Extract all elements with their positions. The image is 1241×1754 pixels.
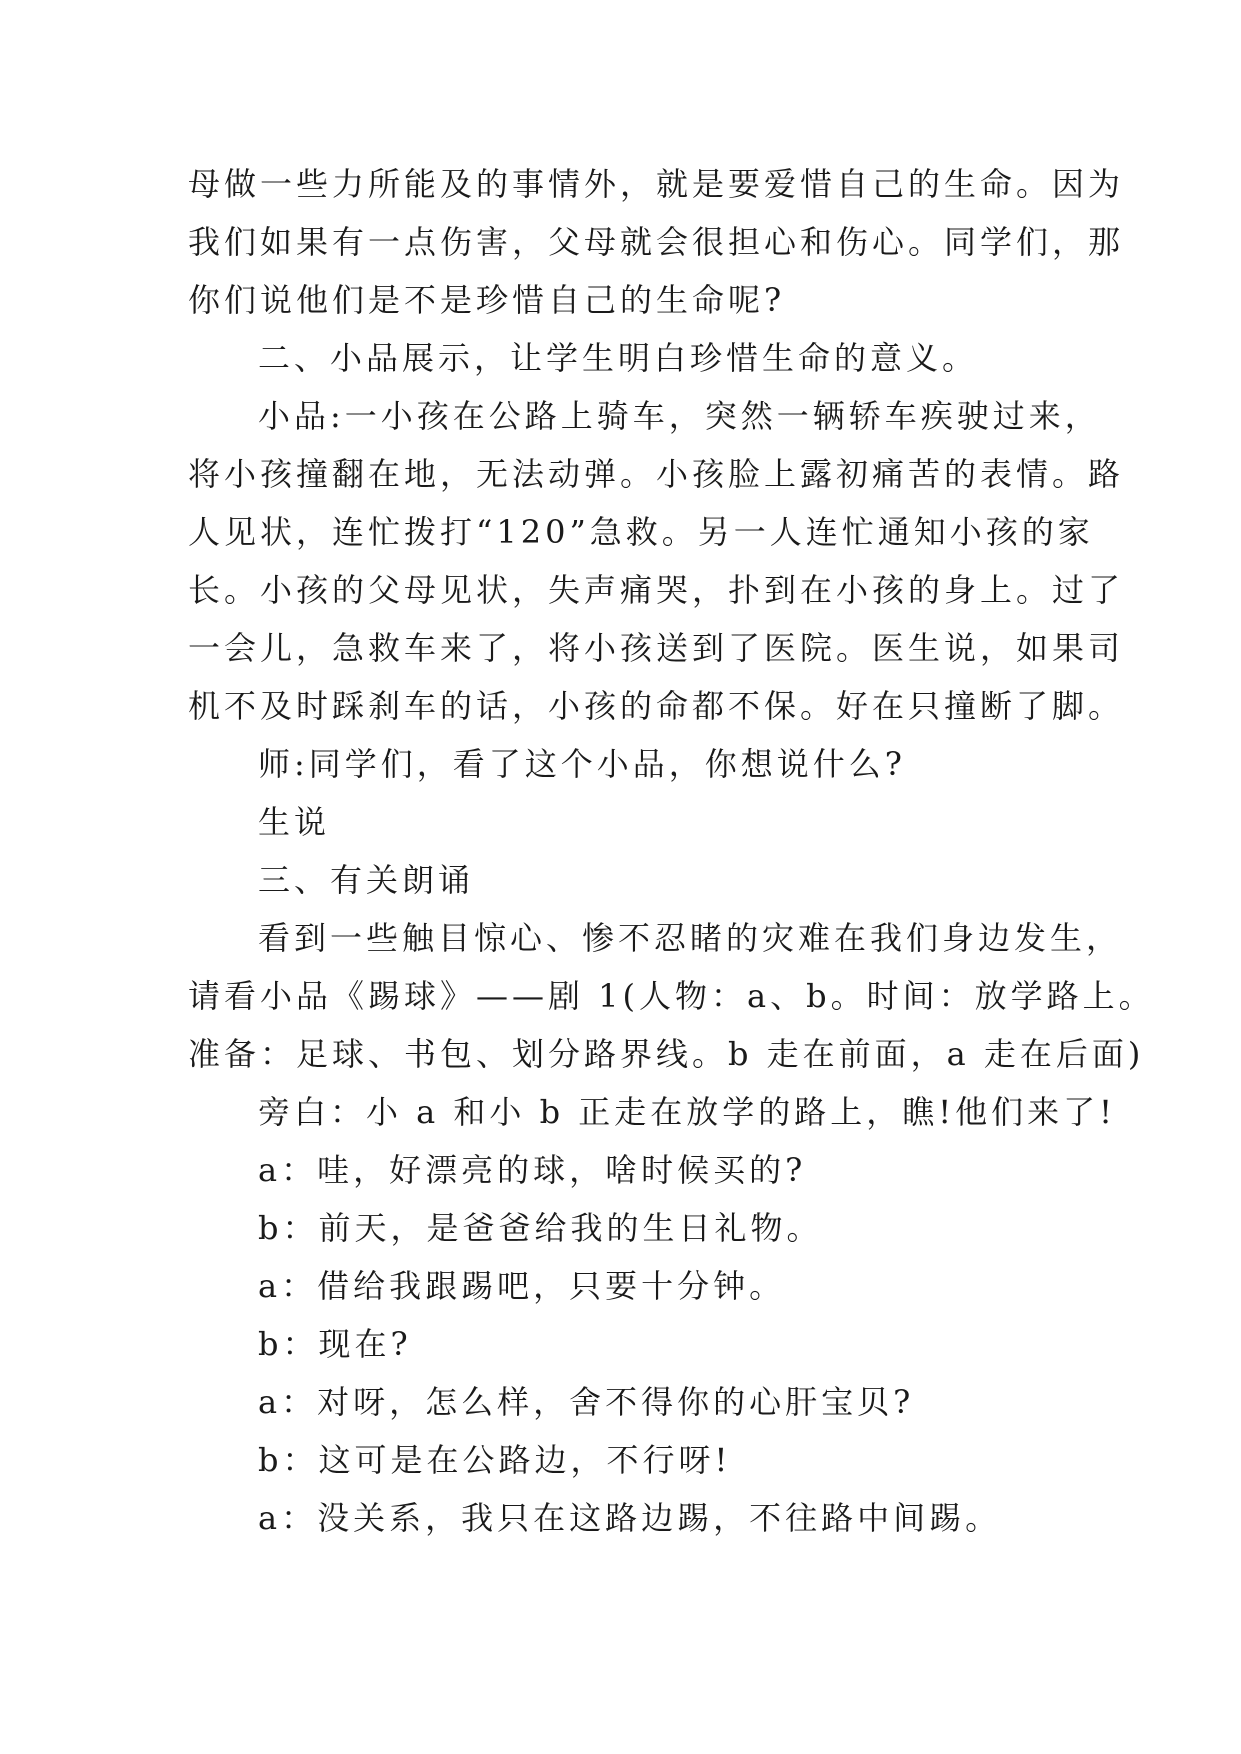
body-line: 人见状，连忙拨打“120”急救。另一人连忙通知小孩的家 bbox=[188, 513, 1094, 551]
paragraph-start: 小品:一小孩在公路上骑车，突然一辆轿车疾驶过来， bbox=[258, 397, 1101, 435]
body-line: 母做一些力所能及的事情外，就是要爱惜自己的生命。因为 bbox=[188, 165, 1125, 203]
body-line: 准备：足球、书包、划分路界线。b 走在前面，a 走在后面) bbox=[188, 1035, 1145, 1073]
body-line: 请看小品《踢球》——剧 1(人物：a、b。时间：放学路上。 bbox=[188, 977, 1155, 1015]
dialogue-line: a：没关系，我只在这路边踢，不往路中间踢。 bbox=[258, 1499, 1002, 1537]
body-line: 一会儿，急救车来了，将小孩送到了医院。医生说，如果司 bbox=[188, 629, 1125, 667]
body-line: 将小孩撞翻在地，无法动弹。小孩脸上露初痛苦的表情。路 bbox=[188, 455, 1125, 493]
dialogue-line: a：哇，好漂亮的球，啥时候买的? bbox=[258, 1151, 807, 1189]
section-heading: 三、有关朗诵 bbox=[258, 861, 475, 899]
dialogue-line: a：借给我跟踢吧，只要十分钟。 bbox=[258, 1267, 786, 1305]
section-heading: 二、小品展示，让学生明白珍惜生命的意义。 bbox=[258, 339, 979, 377]
document-body bbox=[188, 155, 1155, 1547]
body-line: 机不及时踩刹车的话，小孩的命都不保。好在只撞断了脚。 bbox=[188, 687, 1125, 725]
teacher-line: 师:同学们，看了这个小品，你想说什么? bbox=[258, 745, 906, 783]
student-line: 生说 bbox=[258, 803, 331, 841]
dialogue-line: b：前天，是爸爸给我的生日礼物。 bbox=[258, 1209, 823, 1247]
body-line: 长。小孩的父母见状，失声痛哭，扑到在小孩的身上。过了 bbox=[188, 571, 1125, 609]
body-line: 你们说他们是不是珍惜自己的生命呢? bbox=[188, 281, 786, 319]
dialogue-line: a：对呀，怎么样，舍不得你的心肝宝贝? bbox=[258, 1383, 915, 1421]
body-line: 我们如果有一点伤害，父母就会很担心和伤心。同学们，那 bbox=[188, 223, 1125, 261]
dialogue-line: b：现在? bbox=[258, 1325, 412, 1363]
narration-line: 旁白：小 a 和小 b 正走在放学的路上，瞧!他们来了! bbox=[258, 1093, 1116, 1131]
paragraph-start: 看到一些触目惊心、惨不忍睹的灾难在我们身边发生， bbox=[258, 919, 1123, 957]
dialogue-line: b：这可是在公路边，不行呀! bbox=[258, 1441, 732, 1479]
